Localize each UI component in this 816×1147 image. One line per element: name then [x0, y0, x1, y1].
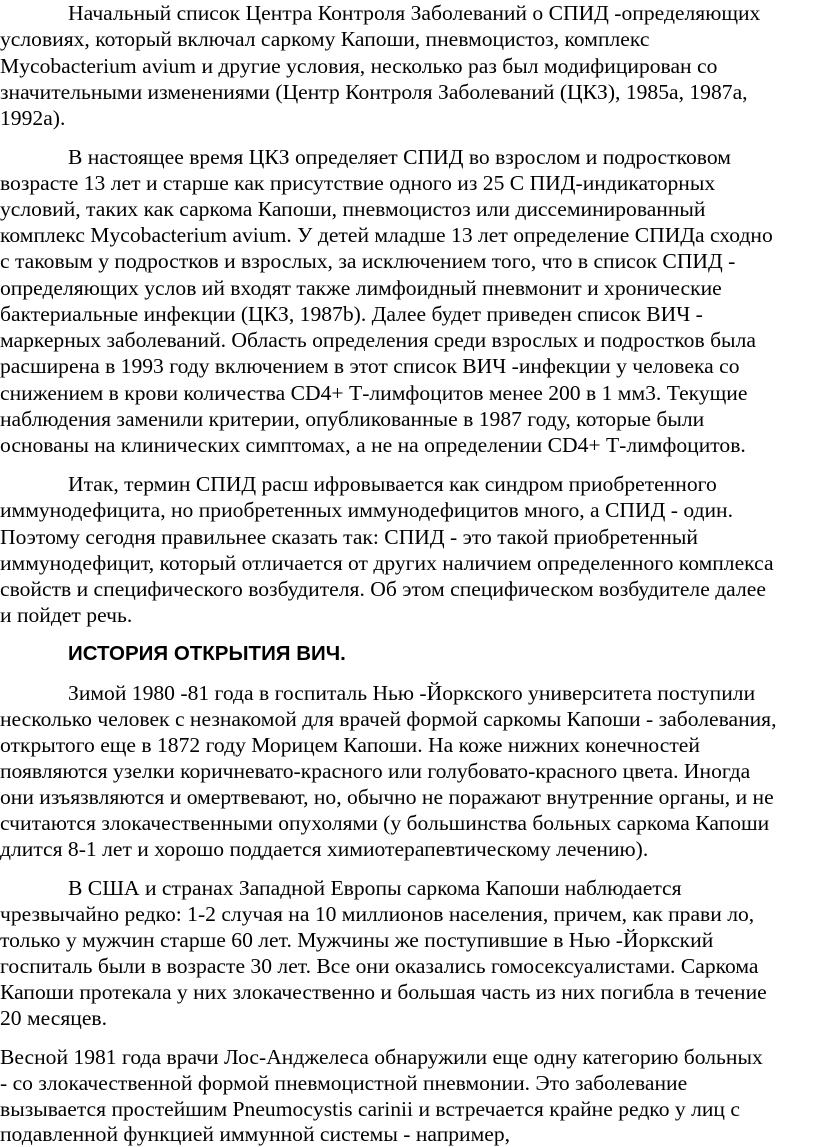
text-line: 20 месяцев.	[0, 1006, 108, 1030]
text-line: определяющих услов ий входят также лимфоидный пневмонит и хронические	[0, 276, 722, 300]
text-line: подавленной функцией иммунной системы - например,	[0, 1122, 511, 1146]
text-line: условиях, который включал саркому Капоши, пневмоцистоз, комплекс	[0, 27, 650, 51]
text-line: комплекс Mycobacterium avium. У детей младше 13 лет определение СПИДа сходно	[0, 223, 773, 247]
text-line: Капоши протекала у них злокачественно и большая часть из них погибла в течение	[0, 980, 767, 1004]
text-line: основаны на клинических симптомах, а не на определении CD4+ Т-лимфоцитов.	[0, 433, 746, 457]
text-line: госпиталь были в возрасте 30 лет. Все они оказались гомосексуалистами. Саркома	[0, 954, 759, 978]
text-line: расширена в 1993 году включением в этот список ВИЧ -инфекции у человека со	[0, 354, 740, 378]
text-line: считаются злокачественными опухолями (у большинства больных саркома Капоши	[0, 811, 770, 835]
text-line: В США и странах Западной Европы саркома Капоши наблюдается	[68, 876, 682, 900]
text-line: возрасте 13 лет и старше как присутствие одного из 25 С ПИД-индикаторных	[0, 171, 716, 195]
text-line: иммунодефицита, но приобретенных иммунодефицитов много, а СПИД - один.	[0, 498, 733, 522]
text-line: снижением в крови количества CD4+ Т-лимфоцитов менее 200 в 1 мм3. Текущие	[0, 381, 748, 405]
text-line: появляются узелки коричневато-красного или голубовато-красного цвета. Иногда	[0, 759, 751, 783]
text-line: открытого еще в 1872 году Морицем Капоши. На коже нижних конечностей	[0, 733, 700, 757]
section-heading: ИСТОРИЯ ОТКРЫТИЯ ВИЧ.	[68, 642, 346, 665]
text-line: чрезвычайно редко: 1-2 случая на 10 миллионов населения, причем, как прави ло,	[0, 902, 755, 926]
text-line: свойств и специфического возбудителя. Об этом специфическом возбудителе далее	[0, 577, 766, 601]
text-line: вызывается простейшим Pneumocystis carinii и встречается крайне редко у лиц с	[0, 1097, 740, 1121]
text-line: Поэтому сегодня правильнее сказать так: СПИД - это такой приобретенный	[0, 525, 698, 549]
text-line: и пойдет речь.	[0, 603, 133, 627]
text-line: 1992а).	[0, 106, 66, 130]
text-line: только у мужчин старше 60 лет. Мужчины же поступившие в Нью -Йоркский	[0, 928, 714, 952]
text-line: бактериальные инфекции (ЦКЗ, 1987b). Далее будет приведен список ВИЧ -	[0, 302, 703, 326]
text-line: наблюдения заменили критерии, опубликованные в 1987 году, которые были	[0, 407, 705, 431]
text-line: значительными изменениями (Центр Контроля Заболеваний (ЦКЗ), 1985а, 1987а,	[0, 80, 748, 104]
text-line: иммунодефицит, который отличается от других наличием определенного комплекса	[0, 551, 774, 575]
text-line: длится 8-1 лет и хорошо поддается химиотерапевтическому лечению).	[0, 837, 649, 861]
text-line: Mycobacterium avium и другие условия, несколько раз был модифицирован со	[0, 54, 718, 78]
text-line: условий, таких как саркома Капоши, пневмоцистоз или диссеминированный	[0, 197, 706, 221]
text-line: маркерных заболеваний. Область определения среди взрослых и подростков была	[0, 328, 756, 352]
text-line: несколько человек с незнакомой для врачей формой саркомы Капоши - заболевания,	[0, 707, 777, 731]
text-line: они изъязвляются и омертвевают, но, обычно не поражают внутренние органы, и не	[0, 785, 774, 809]
text-line: Начальный список Центра Контроля Заболеваний о СПИД -определяющих	[68, 1, 761, 25]
text-line: Итак, термин СПИД расш ифровывается как синдром приобретенного	[68, 472, 717, 496]
text-line: Зимой 1980 -81 года в госпиталь Нью -Йоркского университета поступили	[68, 681, 756, 705]
text-line: В настоящее время ЦКЗ определяет СПИД во взрослом и подростковом	[68, 145, 731, 169]
text-line: с таковым у подростков и взрослых, за исключением того, что в список СПИД -	[0, 249, 736, 273]
text-line: - со злокачественной формой пневмоцистной пневмонии. Это заболевание	[0, 1071, 688, 1095]
text-line: Весной 1981 года врачи Лос-Анджелеса обнаружили еще одну категорию больных	[0, 1045, 763, 1069]
